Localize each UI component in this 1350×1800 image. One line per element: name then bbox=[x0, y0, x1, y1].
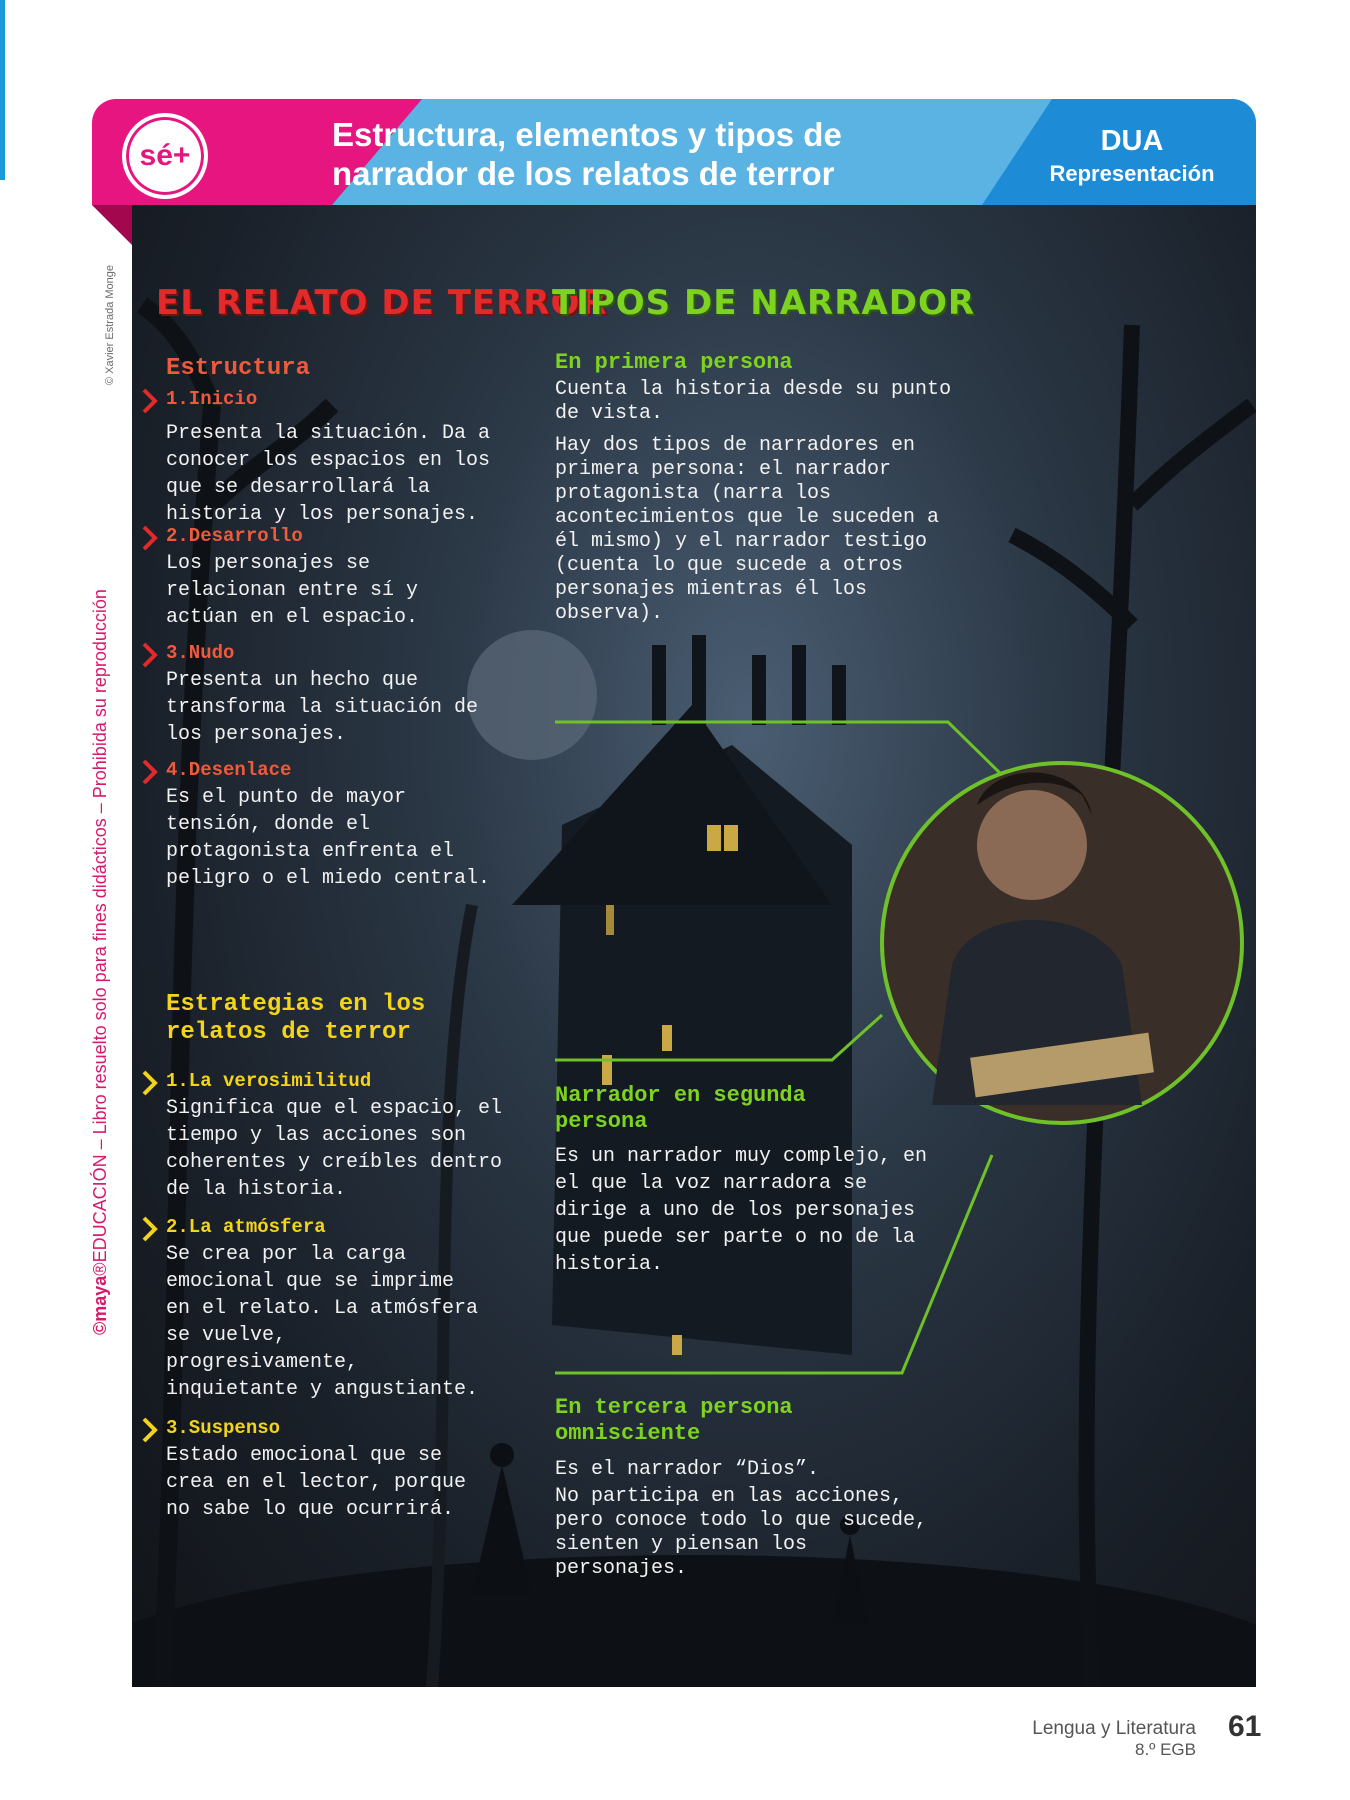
structure-item-text: Los personajes se relacionan entre sí y actúan en el espacio. bbox=[166, 552, 419, 629]
se-mas-logo bbox=[122, 113, 208, 199]
dua-title: DUA bbox=[1100, 125, 1164, 157]
narrator-title: En tercera persona omnisciente bbox=[555, 1395, 793, 1446]
footer-subject: Lengua y Literatura bbox=[1032, 1718, 1196, 1739]
copyright-notice bbox=[90, 589, 111, 1335]
photo-credit: © Xavier Estrada Monge bbox=[104, 265, 116, 385]
structure-item-label: 2.Desarrollo bbox=[166, 525, 303, 547]
narrator-paragraph: Hay dos tipos de narradores en primera persona: el narrador protagonista (narra los acontecimientos que le suceden a él mismo) y el narrador testigo (cuenta lo que sucede a otros personajes mientras él los observa). bbox=[555, 434, 940, 625]
chevron-right-icon bbox=[142, 388, 158, 414]
page-header bbox=[92, 99, 1256, 205]
narrator-paragraph: No participa en las acciones, pero conoce todo lo que sucede, sienten y piensan los personajes. bbox=[555, 1485, 928, 1580]
narrator-title: Narrador en segunda persona bbox=[555, 1083, 806, 1134]
chevron-right-icon bbox=[142, 1417, 158, 1443]
chevron-right-icon bbox=[142, 1070, 158, 1096]
dua-subtitle: Representación bbox=[1049, 161, 1215, 186]
right-heading: TIPOS DE NARRADOR bbox=[552, 283, 976, 323]
page-title: Estructura, elementos y tipos de narrador de los relatos de terror bbox=[332, 116, 842, 192]
strategy-item-label: 2.La atmósfera bbox=[166, 1216, 326, 1238]
left-heading: EL RELATO DE TERROR bbox=[156, 283, 608, 323]
structure-item-text: Es el punto de mayor tensión, donde el protagonista enfrenta el peligro o el miedo central. bbox=[166, 786, 491, 890]
structure-item-label: 3.Nudo bbox=[166, 642, 235, 664]
chevron-right-icon bbox=[142, 642, 158, 668]
structure-item-text: Presenta un hecho que transforma la situación de los personajes. bbox=[166, 669, 479, 746]
strategy-item-text: Se crea por la carga emocional que se imprime en el relato. La atmósfera se vuelve, progresivamente, inquietante y angustiante. bbox=[166, 1243, 479, 1401]
strategy-item-label: 1.La verosimilitud bbox=[166, 1070, 372, 1092]
structure-item-label: 1.Inicio bbox=[166, 388, 258, 410]
horror-infographic bbox=[132, 205, 1256, 1687]
header-fold bbox=[92, 205, 132, 245]
chevron-right-icon bbox=[142, 525, 158, 551]
structure-item-text: Presenta la situación. Da a conocer los espacios en los que se desarrollará la historia y los personajes. bbox=[166, 422, 491, 526]
footer-grade: 8.º EGB bbox=[1134, 1740, 1196, 1759]
narrator-paragraph: Es un narrador muy complejo, en el que la voz narradora se dirige a uno de los personajes que puede ser parte o no de la historia. bbox=[555, 1145, 928, 1276]
logo-text: sé+ bbox=[139, 139, 191, 172]
chevron-right-icon bbox=[142, 759, 158, 785]
narrator-paragraph: Es el narrador “Dios”. bbox=[555, 1458, 820, 1481]
copyright-text: ®EDUCACIÓN – Libro resuelto solo para fines didácticos – Prohibida su reproducción bbox=[90, 589, 110, 1276]
structure-item-label: 4.Desenlace bbox=[166, 759, 292, 781]
chevron-right-icon bbox=[142, 1216, 158, 1242]
strategy-item-label: 3.Suspenso bbox=[166, 1417, 281, 1439]
narrator-title: En primera persona bbox=[555, 350, 793, 375]
structure-title: Estructura bbox=[166, 355, 311, 382]
strategies-title: Estrategias en los relatos de terror bbox=[166, 991, 426, 1046]
strategy-item-text: Significa que el espacio, el tiempo y las acciones son coherentes y creíbles dentro de la historia. bbox=[166, 1097, 503, 1201]
edge-accent-bar bbox=[0, 0, 5, 180]
strategy-item-text: Estado emocional que se crea en el lector, porque no sabe lo que ocurrirá. bbox=[166, 1444, 467, 1521]
narrator-paragraph: Cuenta la historia desde su punto de vista. bbox=[555, 378, 952, 425]
page-number: 61 bbox=[1228, 1710, 1262, 1743]
copyright-brand: ©maya bbox=[90, 1275, 110, 1335]
